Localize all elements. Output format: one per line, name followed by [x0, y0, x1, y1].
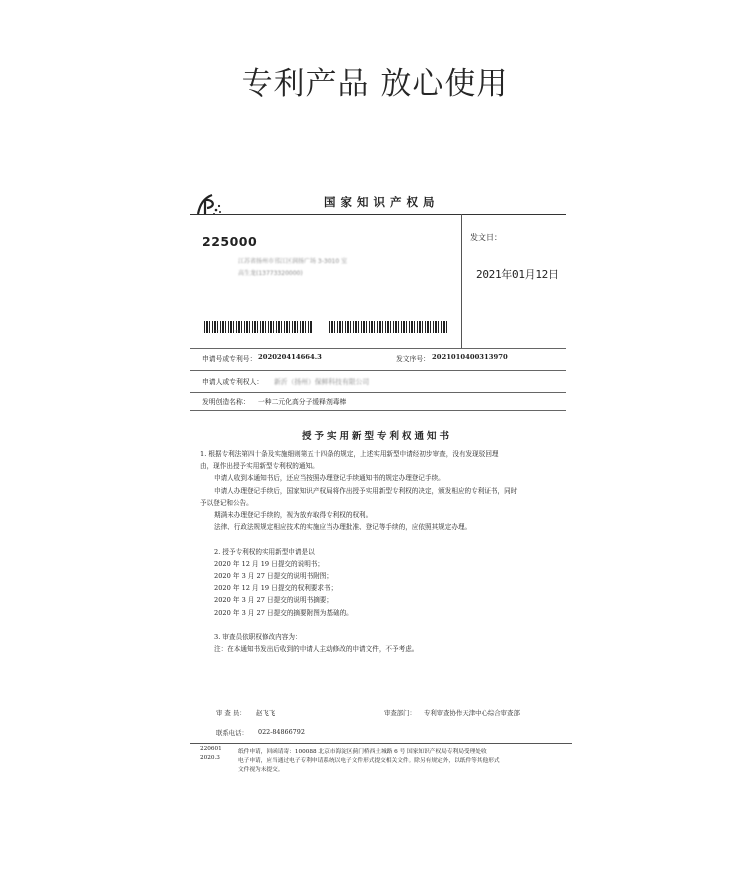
- body-line: [200, 533, 566, 545]
- barcode: [329, 321, 447, 333]
- body-line: 期满未办理登记手续的，视为放弃取得专利权的权利。: [214, 511, 373, 520]
- recipient-address: 江苏省扬州市邗江区润扬广场 3-3010 室: [238, 258, 348, 265]
- row-rule: [190, 392, 566, 393]
- phone-number: 022-84866792: [258, 728, 305, 736]
- examiner-name: 赵飞飞: [256, 709, 276, 717]
- application-number: 202020414664.3: [258, 353, 322, 361]
- dispatch-date: 2021年01月12日: [476, 268, 559, 281]
- office-name: 国家知识产权局: [324, 195, 440, 209]
- department-name: 专利审查协作天津中心综合审查部: [424, 709, 520, 717]
- form-version: 2020.3: [200, 755, 220, 761]
- recipient-contact: 高生龙(13773320000): [238, 270, 303, 277]
- body-line: 1. 根据专利法第四十条及实施细则第五十四条的规定，上述实用新型申请经初步审查，没有发现驳回理: [200, 450, 499, 458]
- body-line: 2020 年 3 月 27 日提交的说明书摘要；: [214, 596, 333, 605]
- body-line: 注：在本通知书发出后收到的申请人主动修改的申请文件，不予考虑。: [214, 645, 419, 654]
- row-rule: [190, 348, 566, 349]
- body-line: 2020 年 12 月 19 日提交的权利要求书；: [214, 584, 338, 593]
- body-line: 申请人收到本通知书后，还应当按照办理登记手续通知书的规定办理登记手续。: [214, 474, 445, 483]
- dispatch-date-label: 发文日：: [470, 233, 502, 242]
- footer-note: 纸件申请，回函请寄：100088 北京市海淀区蓟门桥西土城路 6 号 国家知识产权局专利局受理处收: [238, 749, 487, 755]
- document-number: 2021010400313970: [432, 353, 508, 361]
- footer-note: 电子申请，应当通过电子专利申请系统以电子文件形式提交相关文件。除另有规定外，以纸件等其他形式: [238, 758, 500, 764]
- applicant-label: 申请人或专利权人：: [202, 378, 264, 386]
- document-number-label: 发文序号：: [396, 355, 430, 363]
- patent-notice-document: [182, 178, 572, 778]
- body-line: 2020 年 12 月 19 日提交的说明书；: [214, 559, 324, 568]
- footer-note: 文件视为未提交。: [238, 767, 284, 773]
- postal-code: 225000: [202, 234, 258, 249]
- body-line: [200, 619, 566, 631]
- body-line: 申请人办理登记手续后，国家知识产权局将作出授予实用新型专利权的决定，颁发相应的专利证书，同时: [214, 486, 518, 495]
- notice-body: [200, 448, 566, 655]
- row-rule: [190, 370, 566, 371]
- phone-label: 联系电话：: [216, 729, 248, 737]
- examiner-label: 审 查 员：: [216, 709, 246, 717]
- body-line: 予以登记和公告。: [200, 498, 253, 507]
- body-line: 2020 年 3 月 27 日提交的摘要附图为基础的。: [214, 608, 353, 617]
- application-number-label: 申请号或专利号：: [202, 355, 257, 363]
- applicant-name: 新沂（扬州）保鲜科技有限公司: [274, 378, 370, 386]
- invention-title: 一种二元化高分子缓释剂毒棒: [258, 398, 347, 406]
- page-headline: 专利产品 放心使用: [241, 66, 509, 102]
- form-code: 220601: [200, 746, 222, 752]
- body-line: 3. 审查员依职权修改内容为：: [214, 633, 302, 642]
- footer-rule: [190, 743, 572, 744]
- barcode: [204, 321, 312, 333]
- row-rule: [190, 410, 566, 411]
- body-line: 2. 授予专利权的实用新型申请是以: [214, 547, 315, 556]
- body-line: 2020 年 3 月 27 日提交的说明书附图；: [214, 572, 333, 581]
- header-rule: [190, 214, 566, 215]
- department-label: 审查部门：: [384, 709, 416, 717]
- header-divider: [461, 214, 462, 348]
- body-line: 法律、行政法规规定相应技术的实施应当办理批准、登记等手续的，应依照其规定办理。: [214, 523, 472, 532]
- invention-title-label: 发明创造名称：: [202, 398, 250, 406]
- body-line: 由，现作出授予实用新型专利权的通知。: [200, 462, 319, 471]
- notice-title: 授予实用新型专利权通知书: [301, 431, 452, 442]
